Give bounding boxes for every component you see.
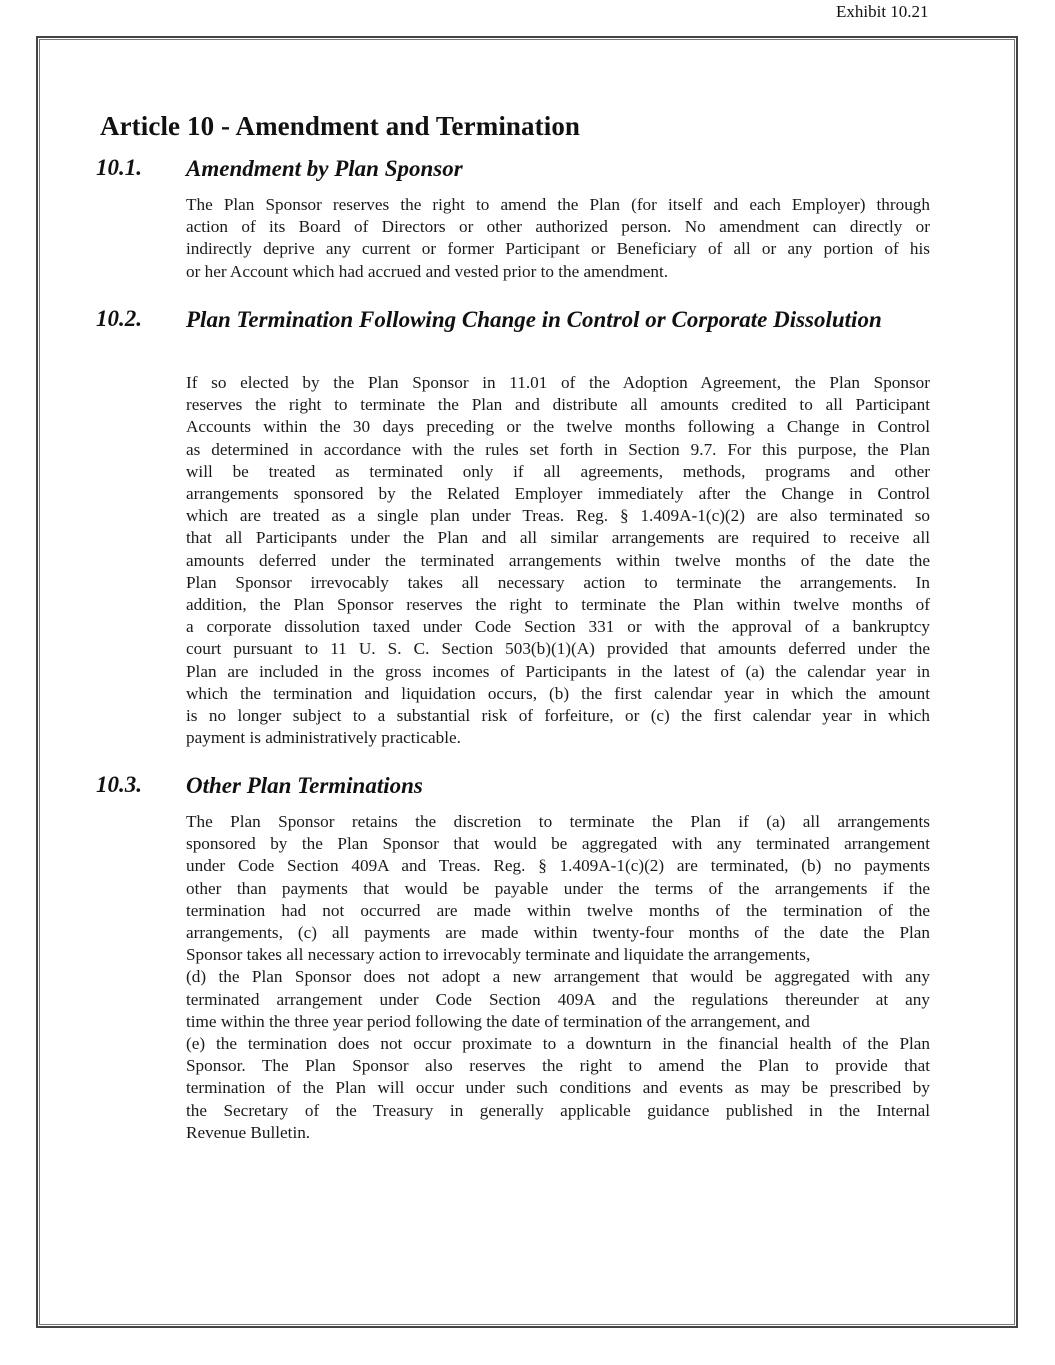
paragraph-line: The Plan Sponsor retains the discretion to terminate the Plan if (a) all arrangements [186,812,930,831]
section-title: Plan Termination Following Change in Control or Corporate Dissolution [186,307,882,332]
section-paragraph [186,811,930,1144]
section-title: Other Plan Terminations [186,773,423,798]
paragraph-line: Sponsor takes all necessary action to irrevocably terminate and liquidate the arrangements, [186,945,811,965]
paragraph-line: indirectly deprive any current or former Participant or Beneficiary of all or any portion of his [186,239,930,259]
paragraph-line: a corporate dissolution taxed under Code Section 331 or with the approval of a bankruptcy [186,617,930,637]
paragraph-line: which the termination and liquidation occurs, (b) the first calendar year in which the amount [186,683,930,703]
paragraph-line: termination of the Plan will occur under such conditions and events as may be prescribed by [186,1078,930,1098]
paragraph-line: arrangements sponsored by the Related Employer immediately after the Change in Control [186,484,930,504]
paragraph-line: which are treated as a single plan under Treas. Reg. § 1.409A-1(c)(2) are also terminated so [186,506,930,526]
paragraph-line: (e) the termination does not occur proximate to a downturn in the financial health of the Plan [186,1034,930,1054]
paragraph-line: The Plan Sponsor reserves the right to amend the Plan (for itself and each Employer) through [186,195,930,214]
paragraph-line: other than payments that would be payable under the terms of the arrangements if the [186,878,930,898]
paragraph-line: under Code Section 409A and Treas. Reg. § 1.409A-1(c)(2) are terminated, (b) no payments [186,856,930,876]
paragraph-line: Accounts within the 30 days preceding or the twelve months following a Change in Control [186,417,930,437]
section-paragraph [186,194,930,283]
paragraph-line: as determined in accordance with the rules set forth in Section 9.7. For this purpose, the Plan [186,439,930,459]
paragraph-line: time within the three year period following the date of termination of the arrangement, and [186,1011,810,1031]
paragraph-line: arrangements, (c) all payments are made within twenty-four months of the date the Plan [186,923,930,943]
article-title: Article 10 - Amendment and Termination [100,111,581,141]
paragraph-line: action of its Board of Directors or other authorized person. No amendment can directly or [186,217,930,237]
paragraph-line: amounts deferred under the terminated arrangements within twelve months of the date the [186,550,930,570]
paragraph-line: Sponsor. The Plan Sponsor also reserves the right to amend the Plan to provide that [186,1056,930,1076]
paragraph-line: Plan Sponsor irrevocably takes all necessary action to terminate the arrangements. In [186,572,930,592]
section-number: 10.3. [96,772,142,797]
section-title: Amendment by Plan Sponsor [186,156,463,181]
paragraph-line: Plan are included in the gross incomes of Participants in the latest of (a) the calendar year in [186,661,930,681]
paragraph-line: is no longer subject to a substantial risk of forfeiture, or (c) the first calendar year in which [186,706,930,726]
paragraph-line: Revenue Bulletin. [186,1122,311,1142]
section-paragraph [186,372,930,749]
paragraph-line: addition, the Plan Sponsor reserves the right to terminate the Plan within twelve months of [186,595,930,615]
paragraph-line: or her Account which had accrued and vested prior to the amendment. [186,261,669,281]
paragraph-line: reserves the right to terminate the Plan and distribute all amounts credited to all Participant [186,395,930,415]
paragraph-line: sponsored by the Plan Sponsor that would be aggregated with any terminated arrangement [186,834,930,854]
section-number: 10.2. [96,306,142,331]
paragraph-line: (d) the Plan Sponsor does not adopt a new arrangement that would be aggregated with any [186,967,930,987]
exhibit-label: Exhibit 10.21 [836,2,929,21]
paragraph-line: that all Participants under the Plan and all similar arrangements are required to receive all [186,528,930,548]
section-number: 10.1. [96,155,142,180]
paragraph-line: will be treated as terminated only if all agreements, methods, programs and other [186,461,930,481]
paragraph-line: terminated arrangement under Code Section 409A and the regulations thereunder at any [186,989,930,1009]
paragraph-line: the Secretary of the Treasury in generally applicable guidance published in the Internal [186,1100,930,1120]
paragraph-line: payment is administratively practicable. [186,728,461,748]
paragraph-line: If so elected by the Plan Sponsor in 11.01 of the Adoption Agreement, the Plan Sponsor [186,373,930,392]
paragraph-line: termination had not occurred are made within twelve months of the termination of the [186,900,930,920]
paragraph-line: court pursuant to 11 U. S. C. Section 503(b)(1)(A) provided that amounts deferred under the [186,639,930,659]
